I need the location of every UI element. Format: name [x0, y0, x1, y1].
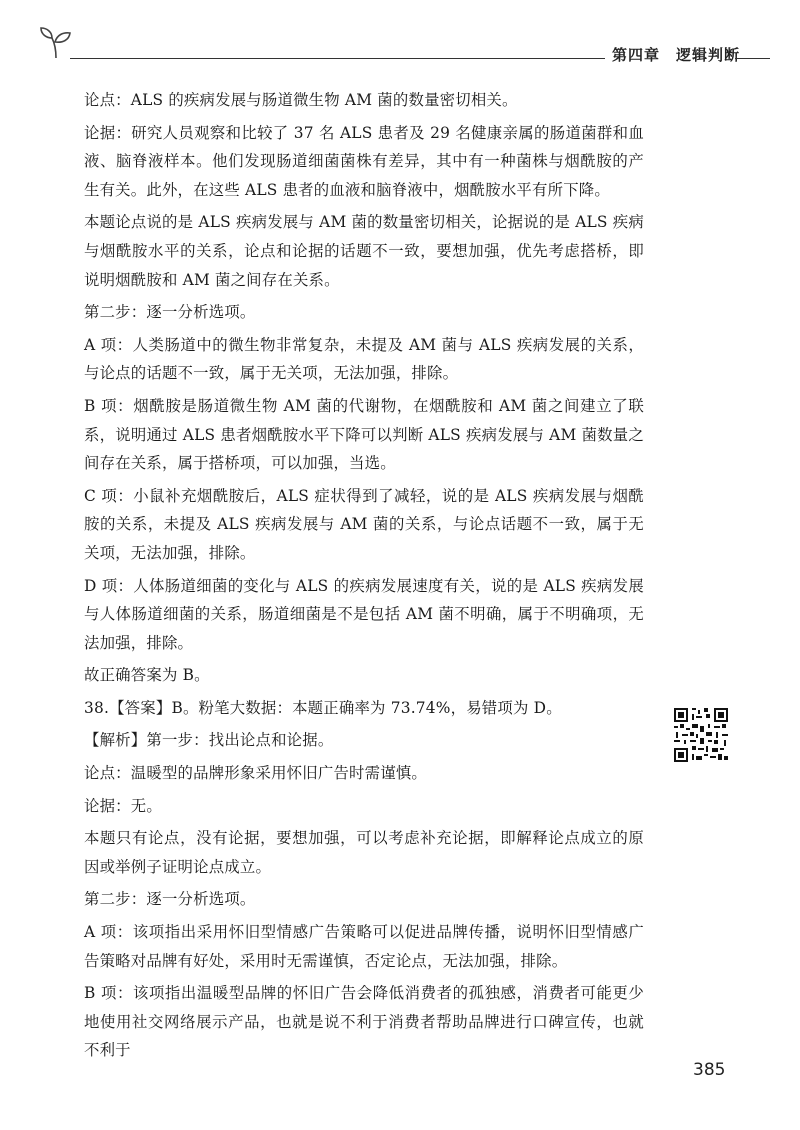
header-rule-left	[70, 58, 605, 59]
paragraph: 论点：温暖型的品牌形象采用怀旧广告时需谨慎。	[84, 764, 427, 783]
leaf-sprout-icon	[38, 24, 74, 60]
qr-code-icon[interactable]	[672, 706, 730, 764]
chapter-heading	[612, 44, 740, 65]
paragraph: A 项：该项指出采用怀旧型情感广告策略可以促进品牌传播，说明怀旧型情感广告策略对品牌有好处，采用时无需谨慎，否定论点，无法加强，排除。	[84, 923, 644, 970]
answer-line: 38.【答案】B。粉笔大数据：本题正确率为 73.74%，易错项为 D。	[84, 698, 562, 717]
paragraph: B 项：该项指出温暖型品牌的怀旧广告会降低消费者的孤独感，消费者可能更少地使用社交网络展示产品，也就是说不利于消费者帮助品牌进行口碑宣传，也就不利于	[84, 984, 644, 1060]
chapter-label: 第四章	[612, 46, 661, 64]
paragraph: 本题论点说的是 ALS 疾病发展与 AM 菌的数量密切相关，论据说的是 ALS 疾病与烟酰胺水平的关系，论点和论据的话题不一致，要想加强，优先考虑搭桥，即说明烟酰胺和 AM 菌之间存在关系。	[84, 213, 644, 289]
chapter-title: 逻辑判断	[676, 46, 741, 64]
paragraph: 论据：研究人员观察和比较了 37 名 ALS 患者及 29 名健康亲属的肠道菌群和血液、脑脊液样本。他们发现肠道细菌菌株有差异，其中有一种菌株与烟酰胺的产生有关。此外，在这些 ALS 患者的血液和脑脊液中，烟酰胺水平有所下降。	[84, 123, 644, 199]
paragraph: 第二步：逐一分析选项。	[84, 890, 256, 909]
paragraph: 故正确答案为 B。	[84, 666, 210, 685]
analysis-heading: 【解析】第一步：找出论点和论据。	[84, 731, 334, 750]
page-number: 385	[693, 1060, 726, 1080]
paragraph: A 项：人类肠道中的微生物非常复杂，未提及 AM 菌与 ALS 疾病发展的关系，与论点的话题不一致，属于无关项，无法加强，排除。	[84, 335, 644, 383]
paragraph: 第二步：逐一分析选项。	[84, 303, 256, 322]
paragraph: B 项：烟酰胺是肠道微生物 AM 菌的代谢物，在烟酰胺和 AM 菌之间建立了联系，说明通过 ALS 患者烟酰胺水平下降可以判断 ALS 疾病发展与 AM 菌数量之间存在关系，属于搭桥项，可以加强，当选。	[84, 396, 644, 473]
paragraph: 论据：无。	[84, 796, 162, 815]
paragraph: D 项：人体肠道细菌的变化与 ALS 的疾病发展速度有关，说的是 ALS 疾病发展与人体肠道细菌的关系，肠道细菌是不是包括 AM 菌不明确，属于不明确项，无法加强，排除。	[84, 576, 644, 652]
paragraph: 本题只有论点，没有论据，要想加强，可以考虑补充论据，即解释论点成立的原因或举例子证明论点成立。	[84, 829, 644, 876]
paragraph: C 项：小鼠补充烟酰胺后，ALS 症状得到了减轻，说的是 ALS 疾病发展与烟酰胺的关系，未提及 ALS 疾病发展与 AM 菌的关系，与论点话题不一致，属于无关项，无法加强，排除。	[84, 486, 644, 562]
page-header	[0, 0, 800, 70]
page-body	[84, 86, 644, 1069]
header-rule-right	[735, 58, 770, 59]
paragraph: 论点：ALS 的疾病发展与肠道微生物 AM 菌的数量密切相关。	[84, 91, 518, 109]
